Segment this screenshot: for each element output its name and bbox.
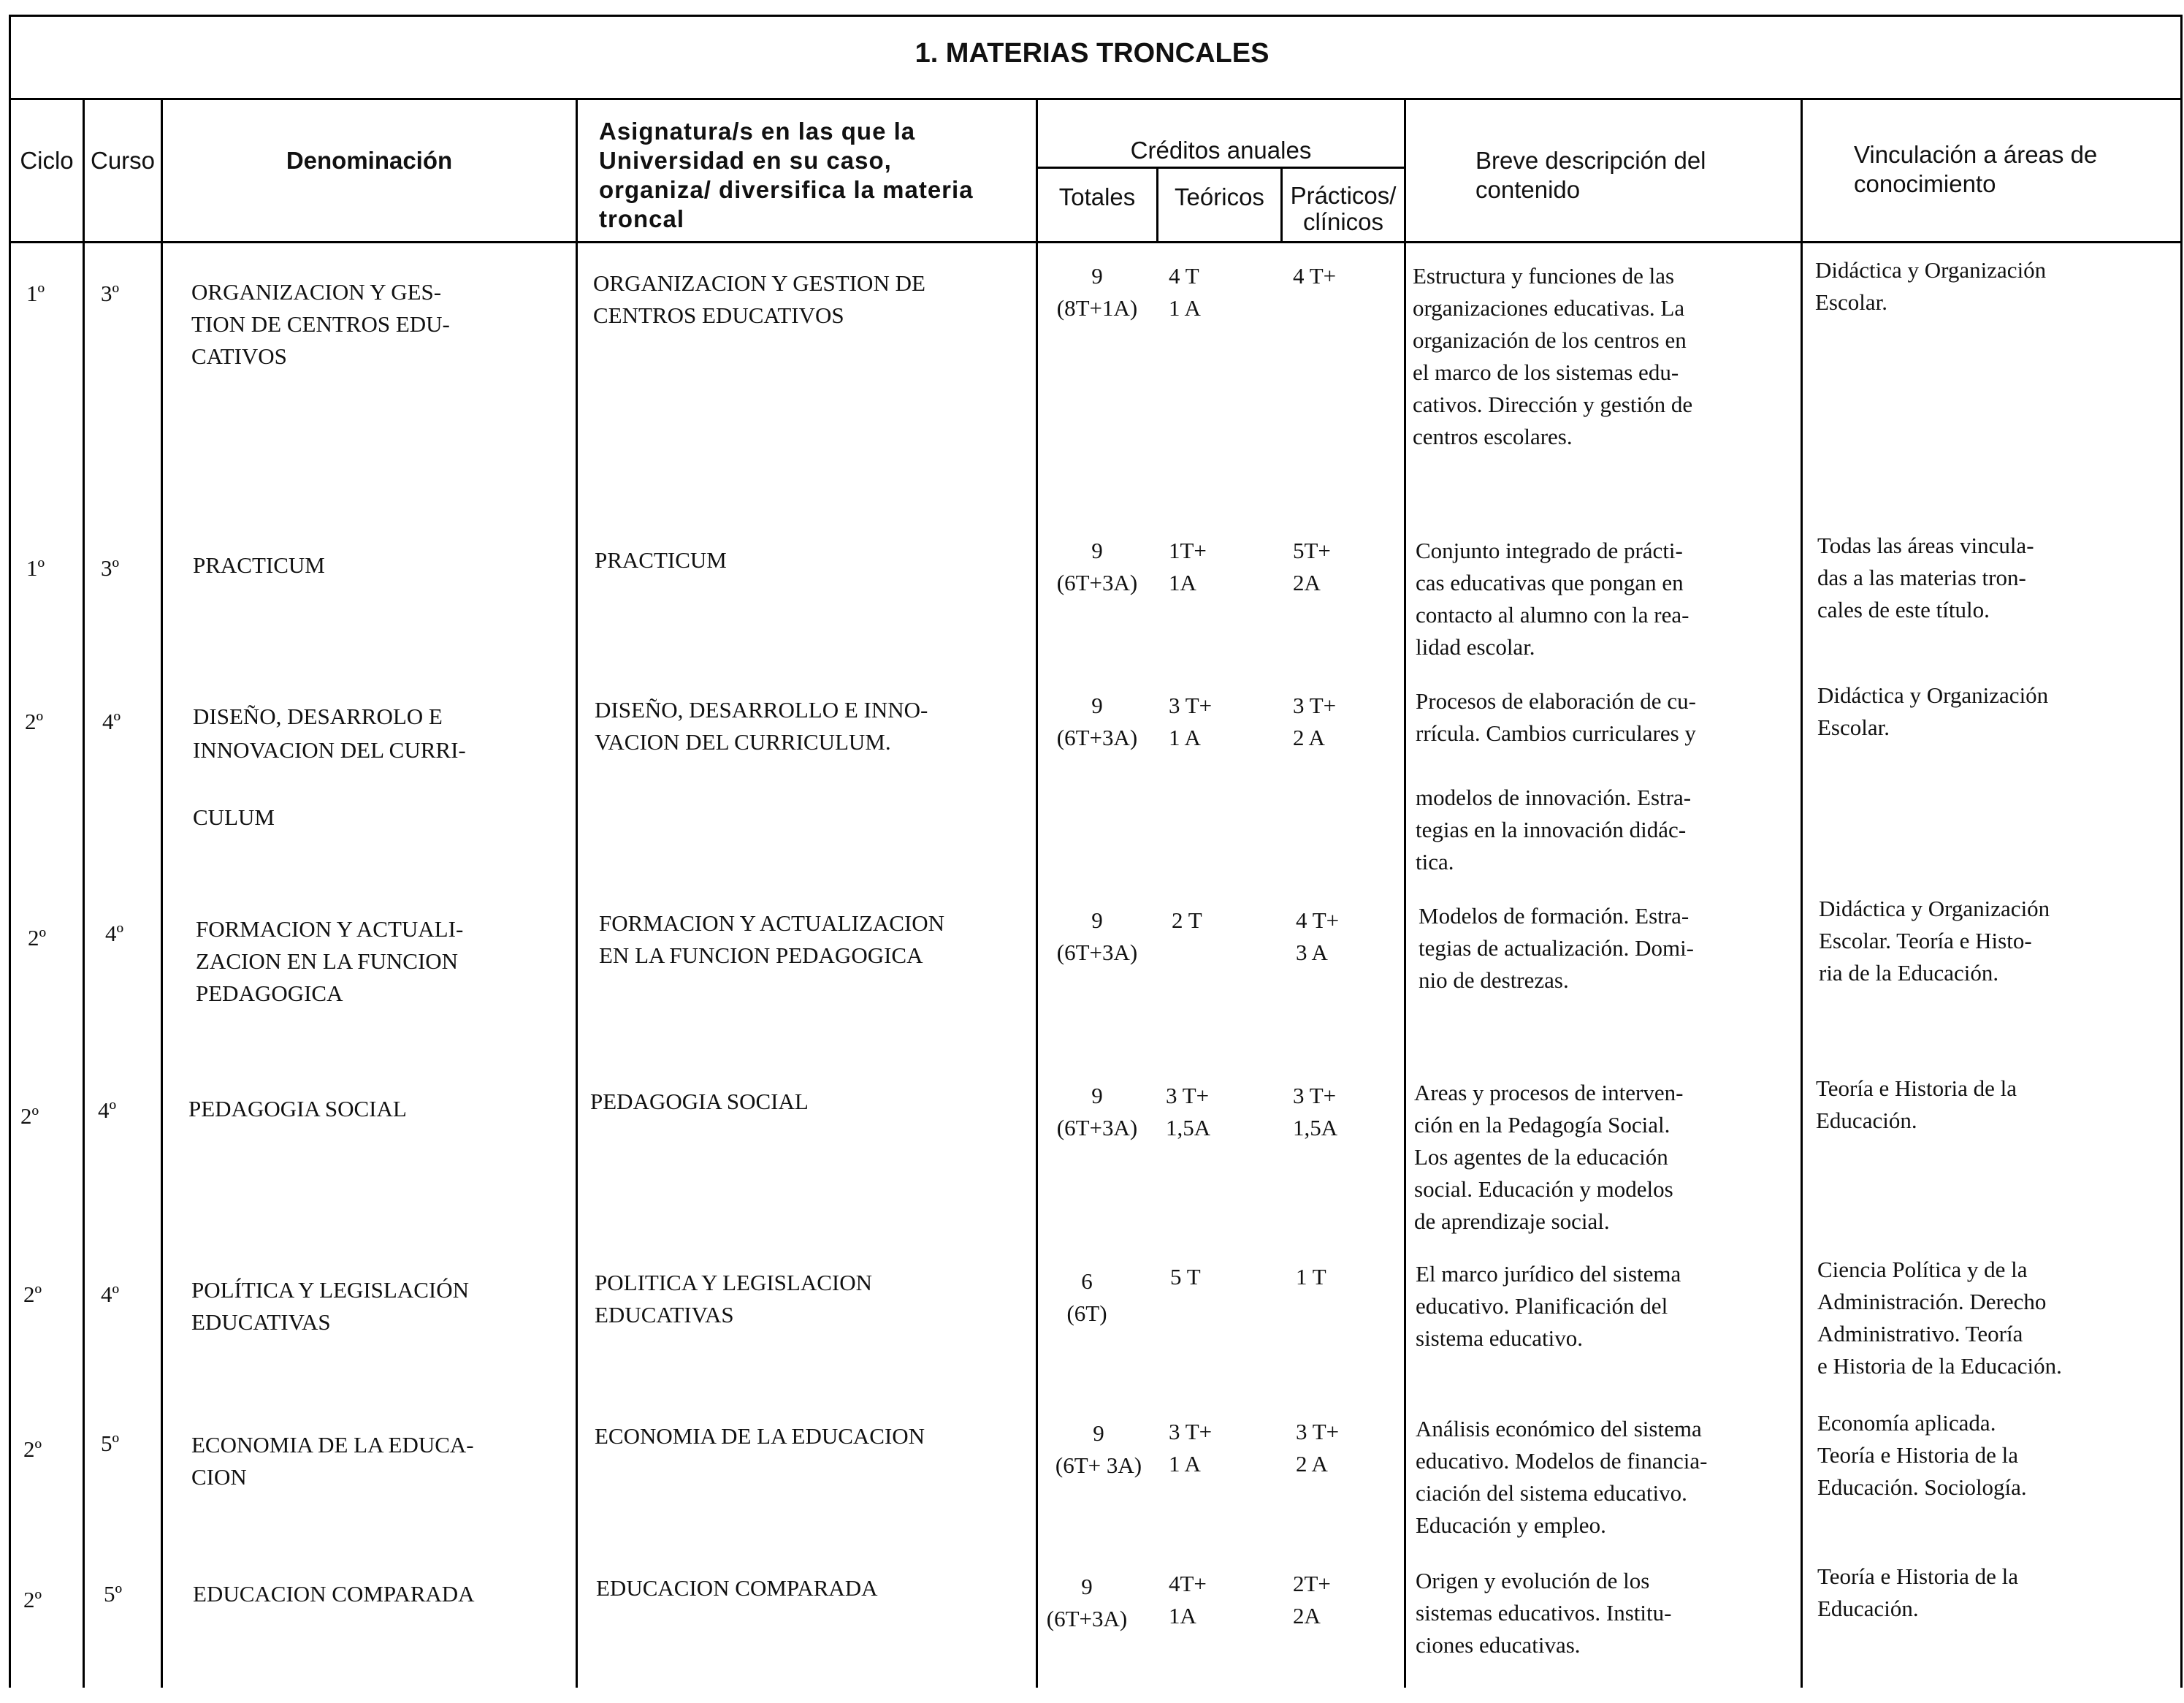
cell-totales: 6 (6T) [1066,1268,1107,1326]
creditos-divider [1036,167,1404,169]
cell-vinculacion: Didáctica y Organización Escolar. [1817,682,2049,740]
cell-asignatura: PRACTICUM [595,547,727,573]
cell-ciclo: 2º [28,925,47,950]
table-left-border [9,15,11,1688]
table-top-border [9,15,2183,17]
cell-denominacion: PRACTICUM [193,552,325,578]
cell-totales: 9 (6T+3A) [1056,1083,1138,1140]
cell-practicos: 1 T [1296,1264,1326,1289]
cell-curso: 4º [98,1097,117,1123]
header-divider [9,241,2183,243]
cell-asignatura: DISEÑO, DESARROLLO E INNO- VACION DEL CURRICULUM. [595,697,928,755]
cell-descripcion: Análisis económico del sistema educativo. Modelos de financia- ciación del sistema educativo. Educación y empleo. [1416,1416,1708,1538]
cell-teoricos: 4 T 1 A [1169,263,1201,321]
header-curso: Curso [90,147,156,174]
cell-totales: 9 (6T+3A) [1046,1574,1128,1631]
cell-asignatura: ECONOMIA DE LA EDUCACION [595,1423,925,1449]
cell-curso: 4º [105,921,124,946]
cell-denominacion: PEDAGOGIA SOCIAL [188,1096,407,1121]
header-totales: Totales [1058,183,1136,210]
cell-denominacion: FORMACION Y ACTUALI- ZACION EN LA FUNCION PEDAGOGICA [196,916,464,1006]
cell-teoricos: 3 T+ 1 A [1169,1419,1213,1477]
cell-asignatura: POLITICA Y LEGISLACION EDUCATIVAS [595,1270,873,1327]
header-ciclo: Ciclo [20,147,74,174]
cell-vinculacion: Didáctica y Organización Escolar. [1815,257,2047,315]
cell-teoricos: 5 T [1170,1264,1201,1289]
cell-descripcion: Procesos de elaboración de cu- rrícula. Cambios curriculares y modelos de innovación. Estra- tegias en la innovación didác- tica. [1416,688,1696,875]
cell-ciclo: 2º [20,1103,39,1129]
cell-practicos: 2T+ 2A [1293,1571,1331,1628]
cell-curso: 4º [101,1281,120,1307]
cell-denominacion: ECONOMIA DE LA EDUCA- CION [191,1432,474,1490]
cell-totales: 9 (6T+3A) [1056,907,1138,965]
cell-ciclo: 2º [23,1587,42,1612]
cell-vinculacion: Teoría e Historia de la Educación. [1817,1563,2018,1621]
col-divider-curso [161,98,163,1688]
cell-practicos: 3 T+ 2 A [1296,1419,1340,1477]
cell-denominacion: EDUCACION COMPARADA [193,1581,475,1607]
header-descripcion: Breve descripción del contenido [1475,147,1706,203]
cell-teoricos: 2 T [1172,907,1202,933]
cell-asignatura: PEDAGOGIA SOCIAL [590,1089,809,1114]
cell-practicos: 4 T+ 3 A [1296,907,1340,965]
cell-practicos: 4 T+ [1293,263,1337,289]
cell-teoricos: 3 T+ 1,5A [1166,1083,1211,1140]
cell-totales: 9 (8T+1A) [1056,263,1138,321]
header-vinculacion: Vinculación a áreas de conocimiento [1854,141,2098,197]
cell-vinculacion: Todas las áreas vincula- das a las materias tron- cales de este título. [1817,533,2034,622]
cell-denominacion: DISEÑO, DESARROLO E INNOVACION DEL CURRI- CULUM [193,704,466,830]
cell-vinculacion: Teoría e Historia de la Educación. [1816,1075,2017,1133]
cell-descripcion: El marco jurídico del sistema educativo. Planificación del sistema educativo. [1416,1261,1681,1351]
cell-vinculacion: Ciencia Política y de la Administración. Derecho Administrativo. Teoría e Historia de la Educación. [1817,1257,2062,1379]
col-divider-practicos [1404,98,1406,1688]
header-practicos: Prácticos/ clínicos [1290,182,1397,235]
table-right-border [2180,15,2183,1688]
cell-denominacion: ORGANIZACION Y GES- TION DE CENTROS EDU- CATIVOS [191,279,450,369]
header-creditos: Créditos anuales [1130,137,1312,164]
col-divider-descripcion [1801,98,1803,1688]
cell-totales: 9 (6T+3A) [1056,538,1138,595]
title-divider [9,98,2183,100]
cell-ciclo: 2º [23,1281,42,1307]
col-divider-denominacion [576,98,578,1688]
cell-teoricos: 1T+ 1A [1169,538,1207,595]
table-title: 1. MATERIAS TRONCALES [915,38,1269,69]
col-divider-ciclo [83,98,85,1688]
cell-practicos: 3 T+ 2 A [1293,693,1337,750]
cell-practicos: 3 T+ 1,5A [1293,1083,1338,1140]
cell-vinculacion: Didáctica y Organización Escolar. Teoría e Histo- ria de la Educación. [1819,896,2050,986]
cell-asignatura: ORGANIZACION Y GESTION DE CENTROS EDUCATIVOS [593,270,925,328]
cell-curso: 3º [101,281,120,306]
cell-descripcion: Estructura y funciones de las organizaciones educativas. La organización de los centros en el marco de los sistemas edu- cativos. Dirección y gestión de centros escolares. [1413,263,1693,449]
cell-totales: 9 (6T+ 3A) [1055,1420,1142,1478]
cell-ciclo: 2º [25,709,44,734]
cell-descripcion: Origen y evolución de los sistemas educativos. Institu- ciones educativas. [1416,1568,1672,1658]
cell-curso: 4º [102,709,121,734]
header-teoricos: Teóricos [1175,183,1264,210]
header-asignatura: Asignatura/s en las que la Universidad en su caso, organiza/ diversifica la materia troncal [599,118,974,232]
cell-ciclo: 1º [26,281,45,306]
cell-curso: 5º [104,1581,123,1607]
cell-descripcion: Modelos de formación. Estra- tegias de actualización. Domi- nio de destrezas. [1419,903,1695,993]
cell-ciclo: 2º [23,1436,42,1462]
cell-denominacion: POLÍTICA Y LEGISLACIÓN EDUCATIVAS [191,1277,470,1335]
cell-totales: 9 (6T+3A) [1056,693,1138,750]
header-denominacion: Denominación [286,147,453,174]
cell-curso: 3º [101,555,120,581]
cell-practicos: 5T+ 2A [1293,538,1331,595]
cell-curso: 5º [101,1430,120,1456]
cell-asignatura: FORMACION Y ACTUALIZACION EN LA FUNCION PEDAGOGICA [599,910,945,968]
cell-teoricos: 3 T+ 1 A [1169,693,1213,750]
cell-asignatura: EDUCACION COMPARADA [596,1575,878,1601]
cell-teoricos: 4T+ 1A [1169,1571,1207,1628]
cell-descripcion: Areas y procesos de interven- ción en la Pedagogía Social. Los agentes de la educación social. Educación y modelos de aprendizaje social. [1414,1080,1684,1234]
cell-ciclo: 1º [26,555,45,581]
cell-descripcion: Conjunto integrado de prácti- cas educativas que pongan en contacto al alumno con la rea- lidad escolar. [1416,538,1689,660]
cell-vinculacion: Economía aplicada. Teoría e Historia de la Educación. Sociología. [1817,1410,2027,1500]
